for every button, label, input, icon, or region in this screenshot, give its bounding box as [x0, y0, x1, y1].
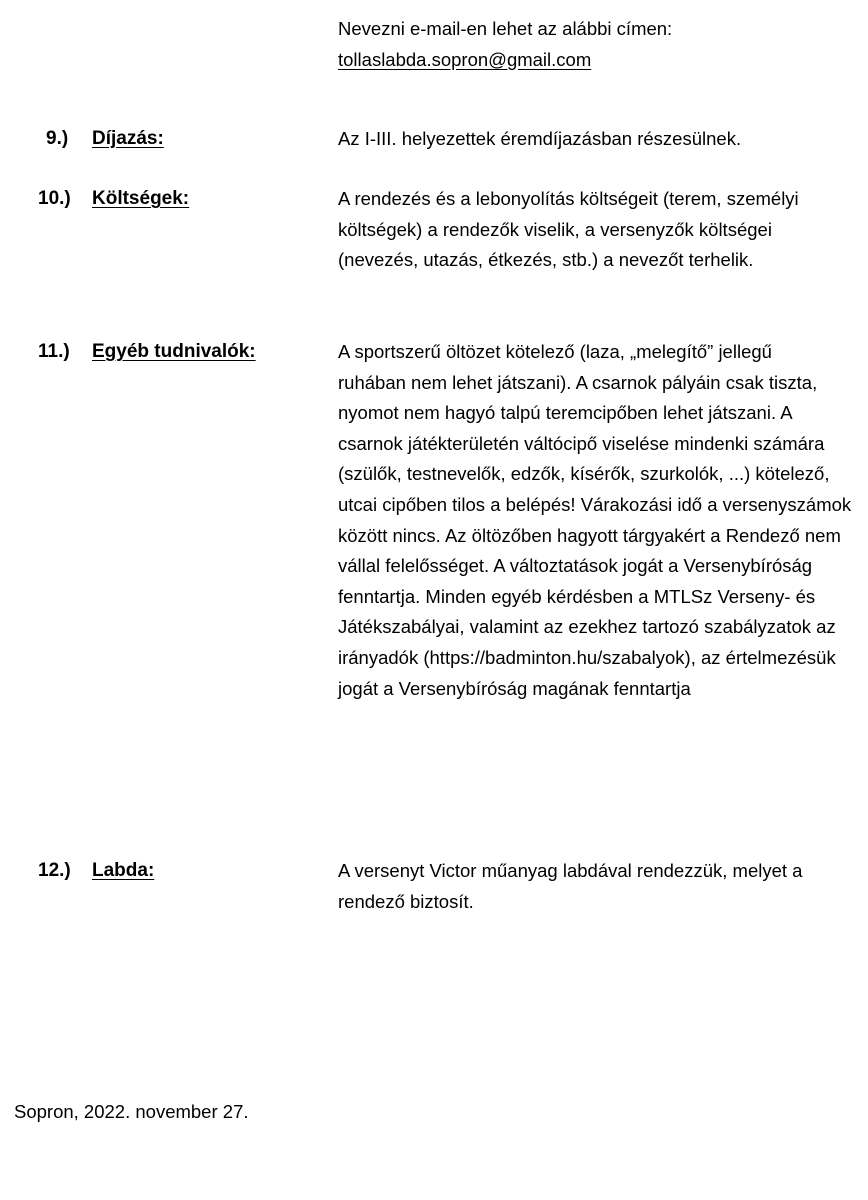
body-line: csarnok játékterületén váltócipő viselése mindenki számára: [338, 432, 825, 454]
section-label: Egyéb tudnivalók:: [92, 341, 256, 362]
body-line: nyomot nem hagyó talpú teremcipőben lehet játszani. A: [338, 402, 793, 424]
section-label: Labda:: [92, 860, 155, 881]
body-line: rendező biztosít.: [338, 890, 474, 912]
section-number: 9.): [46, 128, 69, 149]
entry-email-link[interactable]: tollaslabda.sopron@gmail.com: [338, 48, 592, 70]
section-label: Díjazás:: [92, 128, 164, 149]
body-line: irányadók (https://badminton.hu/szabalyok), az értelmezésük: [338, 646, 836, 668]
body-line: között nincs. Az öltözőben hagyott tárgyakért a Rendező nem: [338, 524, 841, 546]
body-line: (nevezés, utazás, étkezés, stb.) a nevezőt terhelik.: [338, 249, 754, 271]
entry-info-text: Nevezni e-mail-en lehet az alábbi címen:: [338, 18, 673, 39]
body-line: Az I-III. helyezettek éremdíjazásban részesülnek.: [338, 128, 742, 149]
section-body: [338, 337, 852, 704]
body-line: költségek) a rendezők viselik, a versenyzők költségei: [338, 218, 772, 240]
section-label: Költségek:: [92, 188, 190, 209]
body-line: jogát a Versenybíróság magának fenntartja: [338, 677, 691, 699]
body-line: (szülők, testnevelők, edzők, kísérők, szurkolók, ...) kötelező,: [338, 463, 830, 485]
section-body: [338, 124, 848, 155]
entry-info: [338, 14, 848, 75]
place-and-date: Sopron, 2022. november 27.: [14, 1101, 249, 1122]
section-number: 12.): [38, 860, 71, 881]
body-line: A versenyt Victor műanyag labdával rendezzük, melyet a: [338, 860, 803, 881]
section-body: [338, 856, 848, 917]
section-number: 10.): [38, 188, 71, 209]
body-line: vállal felelősséget. A változtatások jogát a Versenybíróság: [338, 555, 813, 577]
body-line: utcai cipőben tilos a belépés! Várakozási idő a versenyszámok: [338, 493, 852, 515]
section-body: [338, 184, 848, 276]
body-line: ruhában nem lehet játszani). A csarnok pályáin csak tiszta,: [338, 371, 818, 393]
body-line: Játékszabályai, valamint az ezekhez tartozó szabályzatok az: [338, 616, 836, 638]
body-line: fenntartja. Minden egyéb kérdésben a MTLSz Verseny- és: [338, 585, 816, 607]
body-line: A rendezés és a lebonyolítás költségeit (terem, személyi: [338, 188, 799, 209]
body-line: A sportszerű öltözet kötelező (laza, „melegítő” jellegű: [338, 341, 772, 362]
section-number: 11.): [38, 341, 70, 362]
